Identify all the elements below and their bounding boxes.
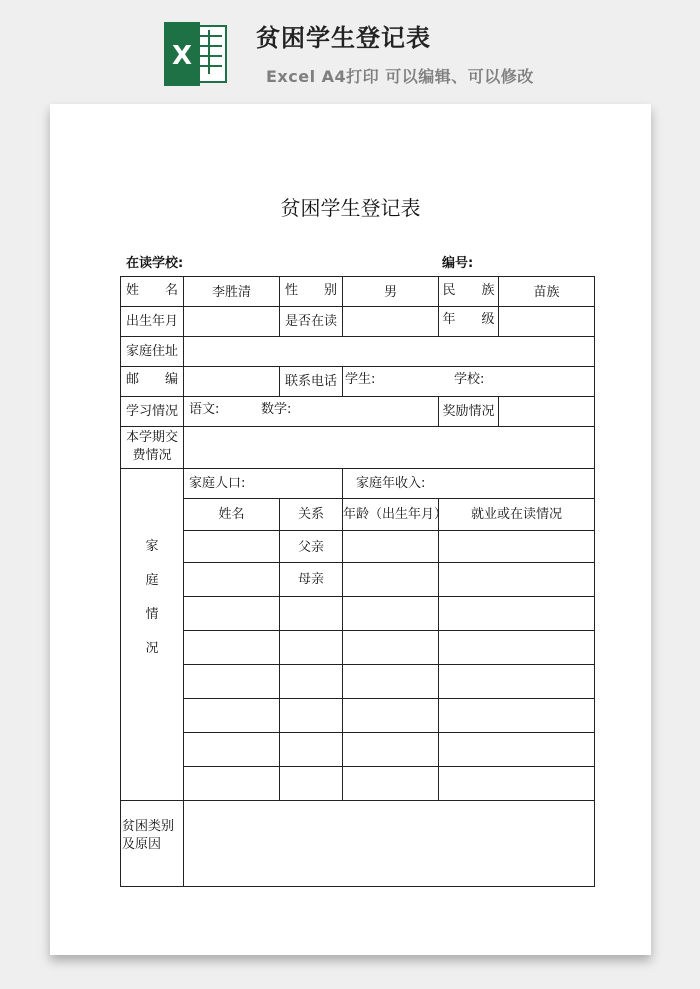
name-label: 姓 名	[125, 283, 178, 298]
document-sheet	[50, 104, 651, 955]
chinese-label: 语文:	[189, 402, 220, 417]
population-label: 家庭人口:	[189, 476, 246, 491]
poverty-label: 贫困类别及原因	[122, 819, 175, 852]
header-subtitle: Excel A4打印 可以编辑、可以修改	[266, 67, 534, 86]
relation-mother: 母亲	[297, 572, 324, 587]
school-label: 在读学校:	[126, 256, 184, 271]
birth-label: 出生年月	[125, 314, 178, 329]
postcode-label: 邮 编	[125, 372, 178, 387]
phone-school-label: 学校:	[454, 372, 485, 387]
family-label: 家 庭 情 况	[145, 539, 159, 656]
header-title: 贫困学生登记表	[256, 24, 431, 52]
ethnic-value[interactable]: 苗族	[533, 285, 560, 300]
math-label: 数学:	[261, 402, 292, 417]
fee-label: 本学期交费情况	[125, 430, 178, 463]
address-label: 家庭住址	[125, 344, 178, 359]
phone-student-label: 学生:	[345, 372, 376, 387]
grade-label: 年 级	[442, 312, 495, 327]
income-label: 家庭年收入:	[356, 476, 426, 491]
relation-father: 父亲	[297, 540, 324, 555]
enrolled-label: 是否在读	[284, 314, 337, 329]
col-age-header: 年龄（出生年月）	[343, 507, 448, 522]
gender-label: 性 别	[284, 283, 337, 298]
col-name-header: 姓名	[218, 507, 245, 522]
svg-text:X: X	[171, 41, 193, 71]
phone-label: 联系电话	[284, 374, 337, 389]
col-work-header: 就业或在读情况	[470, 507, 562, 522]
excel-icon	[162, 22, 228, 86]
gender-value[interactable]: 男	[383, 285, 397, 300]
award-label: 奖励情况	[442, 404, 495, 419]
document-title: 贫困学生登记表	[280, 196, 421, 220]
col-relation-header: 关系	[297, 507, 324, 522]
ethnic-label: 民 族	[442, 283, 495, 298]
name-value[interactable]: 李胜清	[211, 285, 251, 300]
number-label: 编号:	[442, 256, 474, 271]
study-label: 学习情况	[125, 404, 178, 419]
